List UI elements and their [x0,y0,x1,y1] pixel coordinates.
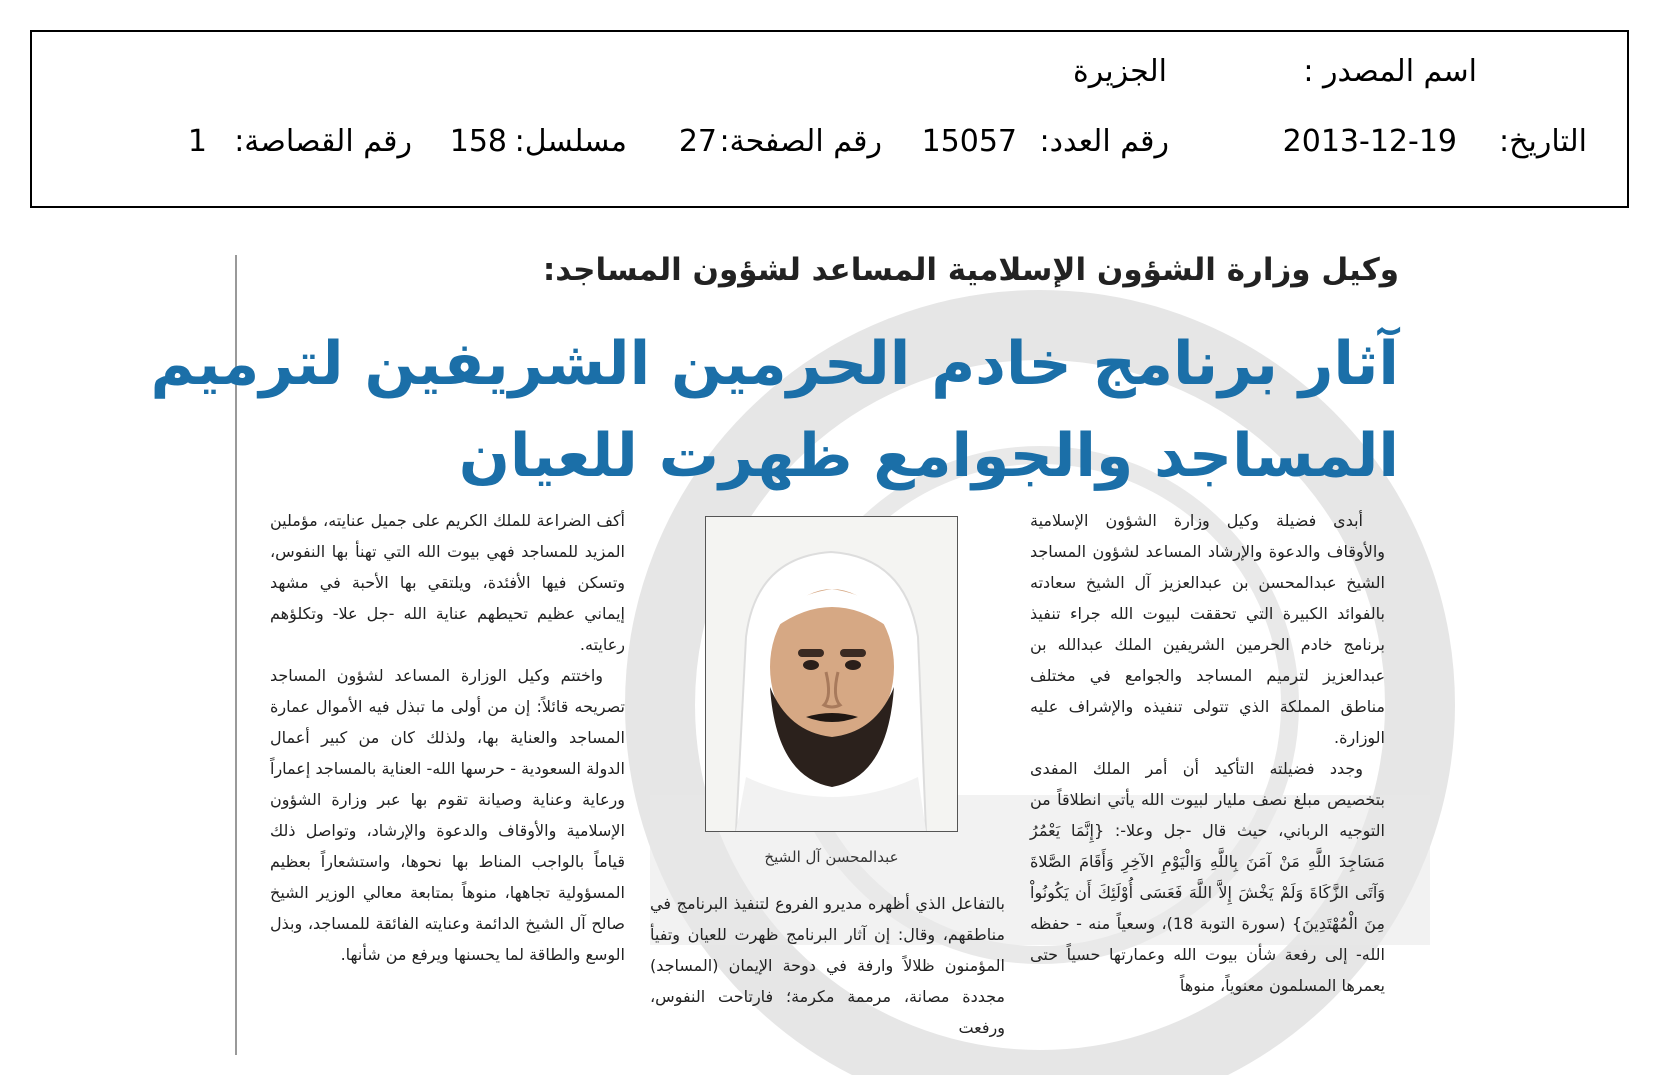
clip-label: رقم القصاصة: [234,124,412,159]
issue-value: 15057 [921,124,1017,159]
serial-value: 158 [449,124,507,159]
article-column-middle [650,888,1005,1048]
paragraph: بالتفاعل الذي أظهره مديرو الفروع لتنفيذ البرنامج في مناطقهم، وقال: إن آثار البرنامج ظهرت للعيان وتفيأ المؤمنون ظلالاً وارفة في دوحة الإيمان (المساجد) مجددة مصانة، مرممة مكرمة؛ فارتاحت النفوس، ورفعت [650,894,1005,1037]
headline-line-2: المساجد والجوامع ظهرت للعيان [458,421,1399,491]
issue-label: رقم العدد: [1039,124,1169,159]
page-value: 27 [678,124,717,159]
date-value: 2013-12-19 [1282,124,1457,159]
source-label: اسم المصدر : [1303,54,1477,89]
photo-caption: عبدالمحسن آل الشيخ [764,848,899,866]
serial-label: مسلسل: [514,124,627,159]
article-headline [150,318,1399,502]
clip-value: 1 [187,124,207,159]
paragraph: أبدى فضيلة وكيل وزارة الشؤون الإسلامية والأوقاف والدعوة والإرشاد المساعد لشؤون المساجد الشيخ عبدالمحسن بن عبدالعزيز آل الشيخ سعادته بالفوائد الكبيرة التي تحققت لبيوت الله جراء تنفيذ برنامج خادم الحرمين الشريفين الملك عبدالله بن عبدالعزيز لترميم المساجد والجوامع في مختلف مناطق المملكة الذي تتولى تنفيذه والإشراف عليه الوزارة. [1030,511,1385,747]
headline-line-1: آثار برنامج خادم الحرمين الشريفين لترميم [150,329,1399,399]
person-portrait-icon [706,517,957,831]
article-column-right [1030,505,1385,1045]
clipping-metadata-box [30,30,1629,208]
paragraph: وجدد فضيلته التأكيد أن أمر الملك المفدى بتخصيص مبلغ نصف مليار لبيوت الله يأتي انطلاقاً من التوجيه الرباني، حيث قال -جل وعلا-: {إِنَّمَا يَعْمُرُ مَسَاجِدَ اللَّهِ مَنْ آمَنَ بِاللَّهِ وَالْيَوْمِ الآخِرِ وَأَقَامَ الصَّلاةَ وَآتَى الزَّكَاةَ وَلَمْ يَخْشَ إِلاَّ اللَّهَ فَعَسَى أُوْلَئِكَ أَن يَكُونُواْ مِنَ الْمُهْتَدِينَ} (سورة التوبة 18)، وسعياً منه - حفظه الله- إلى رفعة شأن بيوت الله وعمارتها حسياً حتى يعمرها المسلمون معنوياً، منوهاً [1030,759,1385,995]
portrait-photo [705,516,958,832]
date-label: التاريخ: [1499,124,1587,159]
source-name: الجزيرة [1072,54,1167,89]
paragraph: أكف الضراعة للملك الكريم على جميل عنايته، مؤملين المزيد للمساجد فهي بيوت الله التي تهنأ بها النفوس، وتسكن فيها الأفئدة، ويلتقي بها الأحبة في مشهد إيماني عظيم تحيطهم عناية الله -جل علا- وتكلؤهم رعايته. [270,511,625,654]
paragraph: واختتم وكيل الوزارة المساعد لشؤون المساجد تصريحه قائلاً: إن من أولى ما تبذل فيه الأموال عمارة المساجد والعناية بها، ولذلك كان من كبير أعمال الدولة السعودية - حرسها الله- العناية بالمساجد إعماراً ورعاية وعناية وصيانة تقوم بها عبر وزارة الشؤون الإسلامية والأوقاف والدعوة والإرشاد، وتواصل ذلك قياماً بالواجب المناط بها نحوها، واستشعاراً بعظيم المسؤولية تجاهها، منوهاً بمتابعة معالي الوزير الشيخ صالح آل الشيخ الدائمة وعنايته الفائقة للمساجد، وبذل الوسع والطاقة لما يحسنها ويرفع من شأنها. [270,666,625,964]
article-column-left [270,505,625,1045]
article-kicker: وكيل وزارة الشؤون الإسلامية المساعد لشؤون المساجد: [542,252,1399,288]
page-label: رقم الصفحة: [719,124,882,159]
